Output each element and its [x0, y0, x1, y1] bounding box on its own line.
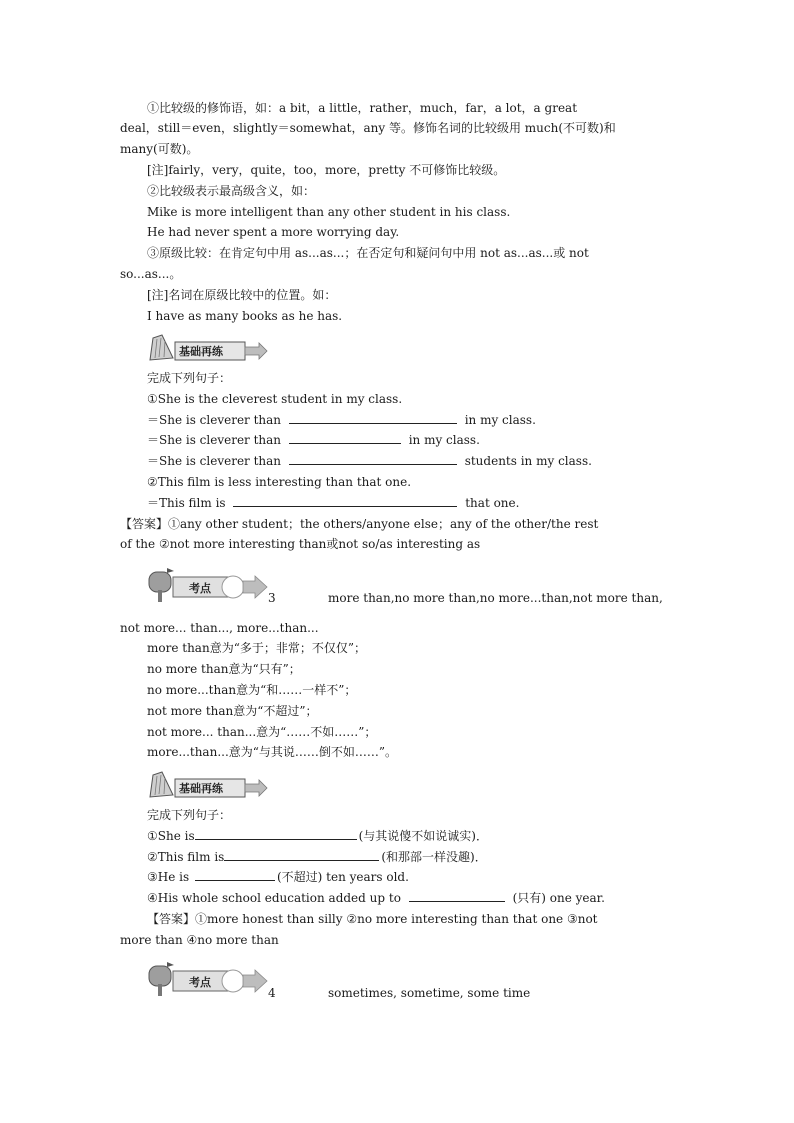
kaodian-title: not more... than..., more...than... [120, 621, 319, 635]
answer-blank[interactable] [289, 453, 457, 465]
exercise-question [147, 869, 409, 885]
answer-blank[interactable] [195, 869, 275, 881]
example-sentence: He had never spent a more worrying day. [147, 225, 400, 239]
mailbox-icon [147, 568, 269, 604]
exercise-question [147, 412, 536, 428]
mailbox-icon [147, 962, 269, 998]
question-suffix: (与其说傻不如说诚实)． [358, 829, 488, 843]
exercise-title: 完成下列句子： [147, 371, 232, 385]
question-prefix: ②This film is [147, 850, 225, 864]
question-suffix: (不超过) ten years old. [276, 870, 409, 884]
text-line: many(可数)。 [120, 142, 199, 156]
practice-banner [147, 333, 269, 363]
definition-line: no more than意为“只有”； [147, 662, 301, 676]
exercise-question [147, 849, 487, 865]
text-line: ③原级比较：在肯定句中用 as...as...；在否定句和疑问句中用 not as...as...或 not [147, 246, 589, 260]
question-prefix: ＝She is cleverer than [147, 413, 282, 427]
pen-book-icon [147, 770, 269, 800]
answer-blank[interactable] [289, 412, 457, 424]
question-prefix: ③He is [147, 870, 190, 884]
kaodian-label: 考点 [189, 976, 211, 989]
question-suffix: students in my class. [464, 454, 592, 468]
answer-blank[interactable] [224, 849, 379, 861]
question-suffix: (只有) one year. [512, 891, 605, 905]
definition-line: more than意为“多于；非常；不仅仅”； [147, 641, 366, 655]
exercise-question [147, 890, 605, 906]
question-prefix: ①She is [147, 829, 195, 843]
exercise-title: 完成下列句子： [147, 808, 232, 822]
exercise-question [147, 495, 519, 511]
answer-blank[interactable] [233, 495, 457, 507]
text-line: [注]fairly，very，quite，too，more，pretty 不可修饰比较级。 [147, 163, 506, 177]
text-line: ①比较级的修饰语，如：a bit，a little，rather，much，far，a lot，a great [147, 101, 578, 115]
kaodian-title: more than,no more than,no more...than,not more than, [328, 591, 663, 605]
definition-line: not more... than...意为“……不如……”； [147, 725, 377, 739]
answer-text: of the ②not more interesting than或not so/as interesting as [120, 537, 481, 551]
text-line: ②比较级表示最高级含义，如： [147, 184, 316, 198]
kaodian-label: 考点 [189, 582, 211, 595]
answer-text: 【答案】①any other student；the others/anyone else；any of the other/the rest [120, 517, 599, 531]
text-line: deal，still＝even，slightly＝somewhat，any 等。修饰名词的比较级用 much(不可数)和 [120, 121, 616, 135]
kaodian-badge [147, 568, 269, 604]
text-line: so...as...。 [120, 267, 182, 281]
exercise-question: ①She is the cleverest student in my class. [147, 392, 403, 406]
question-suffix: (和那部一样没趣)． [381, 850, 487, 864]
definition-line: no more...than意为“和……一样不”； [147, 683, 357, 697]
practice-banner [147, 770, 269, 800]
kaodian-number: 3 [268, 591, 276, 605]
question-suffix: that one. [465, 496, 520, 510]
question-prefix: ④His whole school education added up to [147, 891, 401, 905]
answer-text: more than ④no more than [120, 933, 279, 947]
exercise-question [147, 828, 488, 844]
question-prefix: ＝She is cleverer than [147, 454, 282, 468]
question-suffix: in my class. [408, 433, 480, 447]
question-suffix: in my class. [464, 413, 536, 427]
kaodian-badge [147, 962, 269, 998]
example-sentence: I have as many books as he has. [147, 309, 343, 323]
exercise-question [147, 432, 480, 448]
definition-line: not more than意为“不超过”； [147, 704, 318, 718]
example-sentence: Mike is more intelligent than any other student in his class. [147, 205, 511, 219]
answer-blank[interactable] [289, 432, 401, 444]
kaodian-title: sometimes, sometime, some time [328, 986, 531, 1000]
practice-banner-label: 基础再练 [179, 782, 223, 795]
exercise-question [147, 453, 592, 469]
answer-blank[interactable] [409, 890, 505, 902]
kaodian-number: 4 [268, 986, 276, 1000]
practice-banner-label: 基础再练 [179, 345, 223, 358]
text-line: [注]名词在原级比较中的位置。如： [147, 288, 337, 302]
pen-book-icon [147, 333, 269, 363]
answer-blank[interactable] [195, 828, 357, 840]
exercise-question: ②This film is less interesting than that one. [147, 475, 412, 489]
answer-text: 【答案】①more honest than silly ②no more interesting than that one ③not [147, 912, 598, 926]
definition-line: more...than...意为“与其说……倒不如……”。 [147, 745, 398, 759]
question-prefix: ＝This film is [147, 496, 226, 510]
question-prefix: ＝She is cleverer than [147, 433, 282, 447]
